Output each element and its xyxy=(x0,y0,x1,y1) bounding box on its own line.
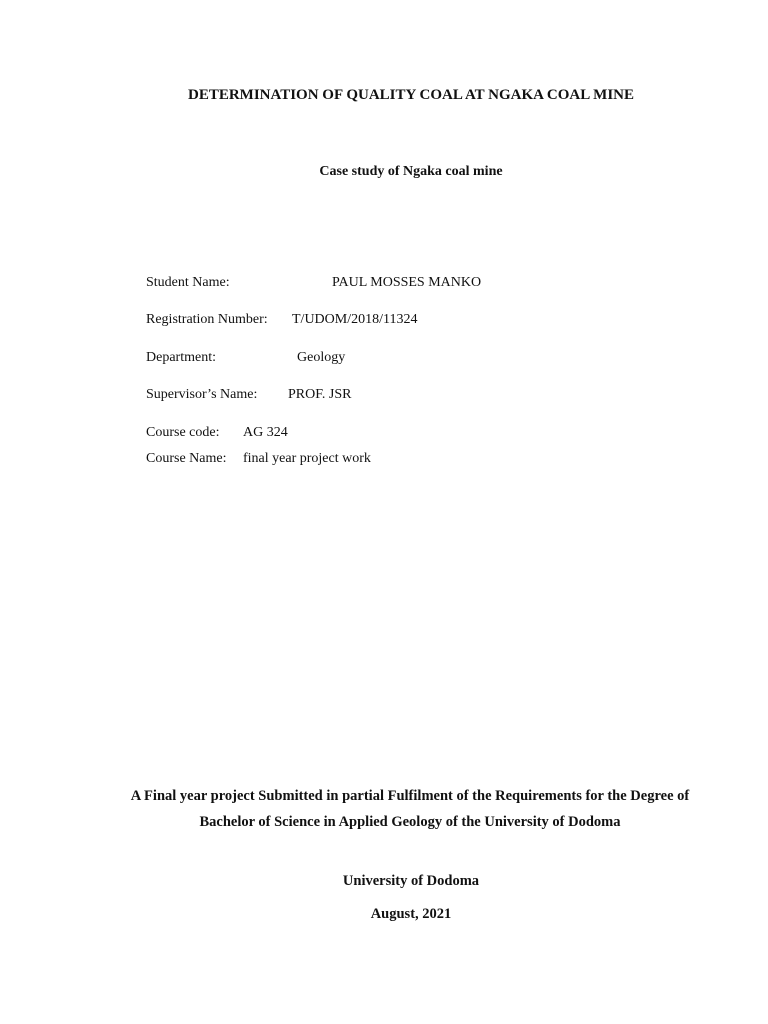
course-code-field xyxy=(146,424,288,441)
supervisor-value: PROF. JSR xyxy=(288,387,352,402)
course-name-field xyxy=(146,450,371,467)
department-label: Department: xyxy=(146,350,216,365)
department-field xyxy=(146,349,346,366)
submission-statement: A Final year project Submitted in partial Fulfilment of the Requirements for the Degree of Bachelor of Science in Applied Geology of the University of Dodoma xyxy=(130,788,690,830)
student-name-label: Student Name: xyxy=(146,275,230,290)
course-code-label: Course code: xyxy=(146,425,220,440)
course-name-label: Course Name: xyxy=(146,451,227,466)
course-name-value: final year project work xyxy=(243,451,371,466)
registration-number-label: Registration Number: xyxy=(146,312,268,327)
student-name-value: PAUL MOSSES MANKO xyxy=(332,275,482,290)
supervisor-label: Supervisor’s Name: xyxy=(146,387,258,402)
course-code-value: AG 324 xyxy=(243,425,288,440)
student-name-field xyxy=(146,274,482,291)
document-title: DETERMINATION OF QUALITY COAL AT NGAKA COAL MINE xyxy=(187,87,635,103)
document-subtitle: Case study of Ngaka coal mine xyxy=(319,164,503,179)
university-name: University of Dodoma xyxy=(342,873,480,889)
registration-number-field xyxy=(146,311,418,328)
department-value: Geology xyxy=(297,350,346,365)
submission-date: August, 2021 xyxy=(370,906,452,922)
registration-number-value: T/UDOM/2018/11324 xyxy=(292,312,418,327)
supervisor-field xyxy=(146,386,352,403)
